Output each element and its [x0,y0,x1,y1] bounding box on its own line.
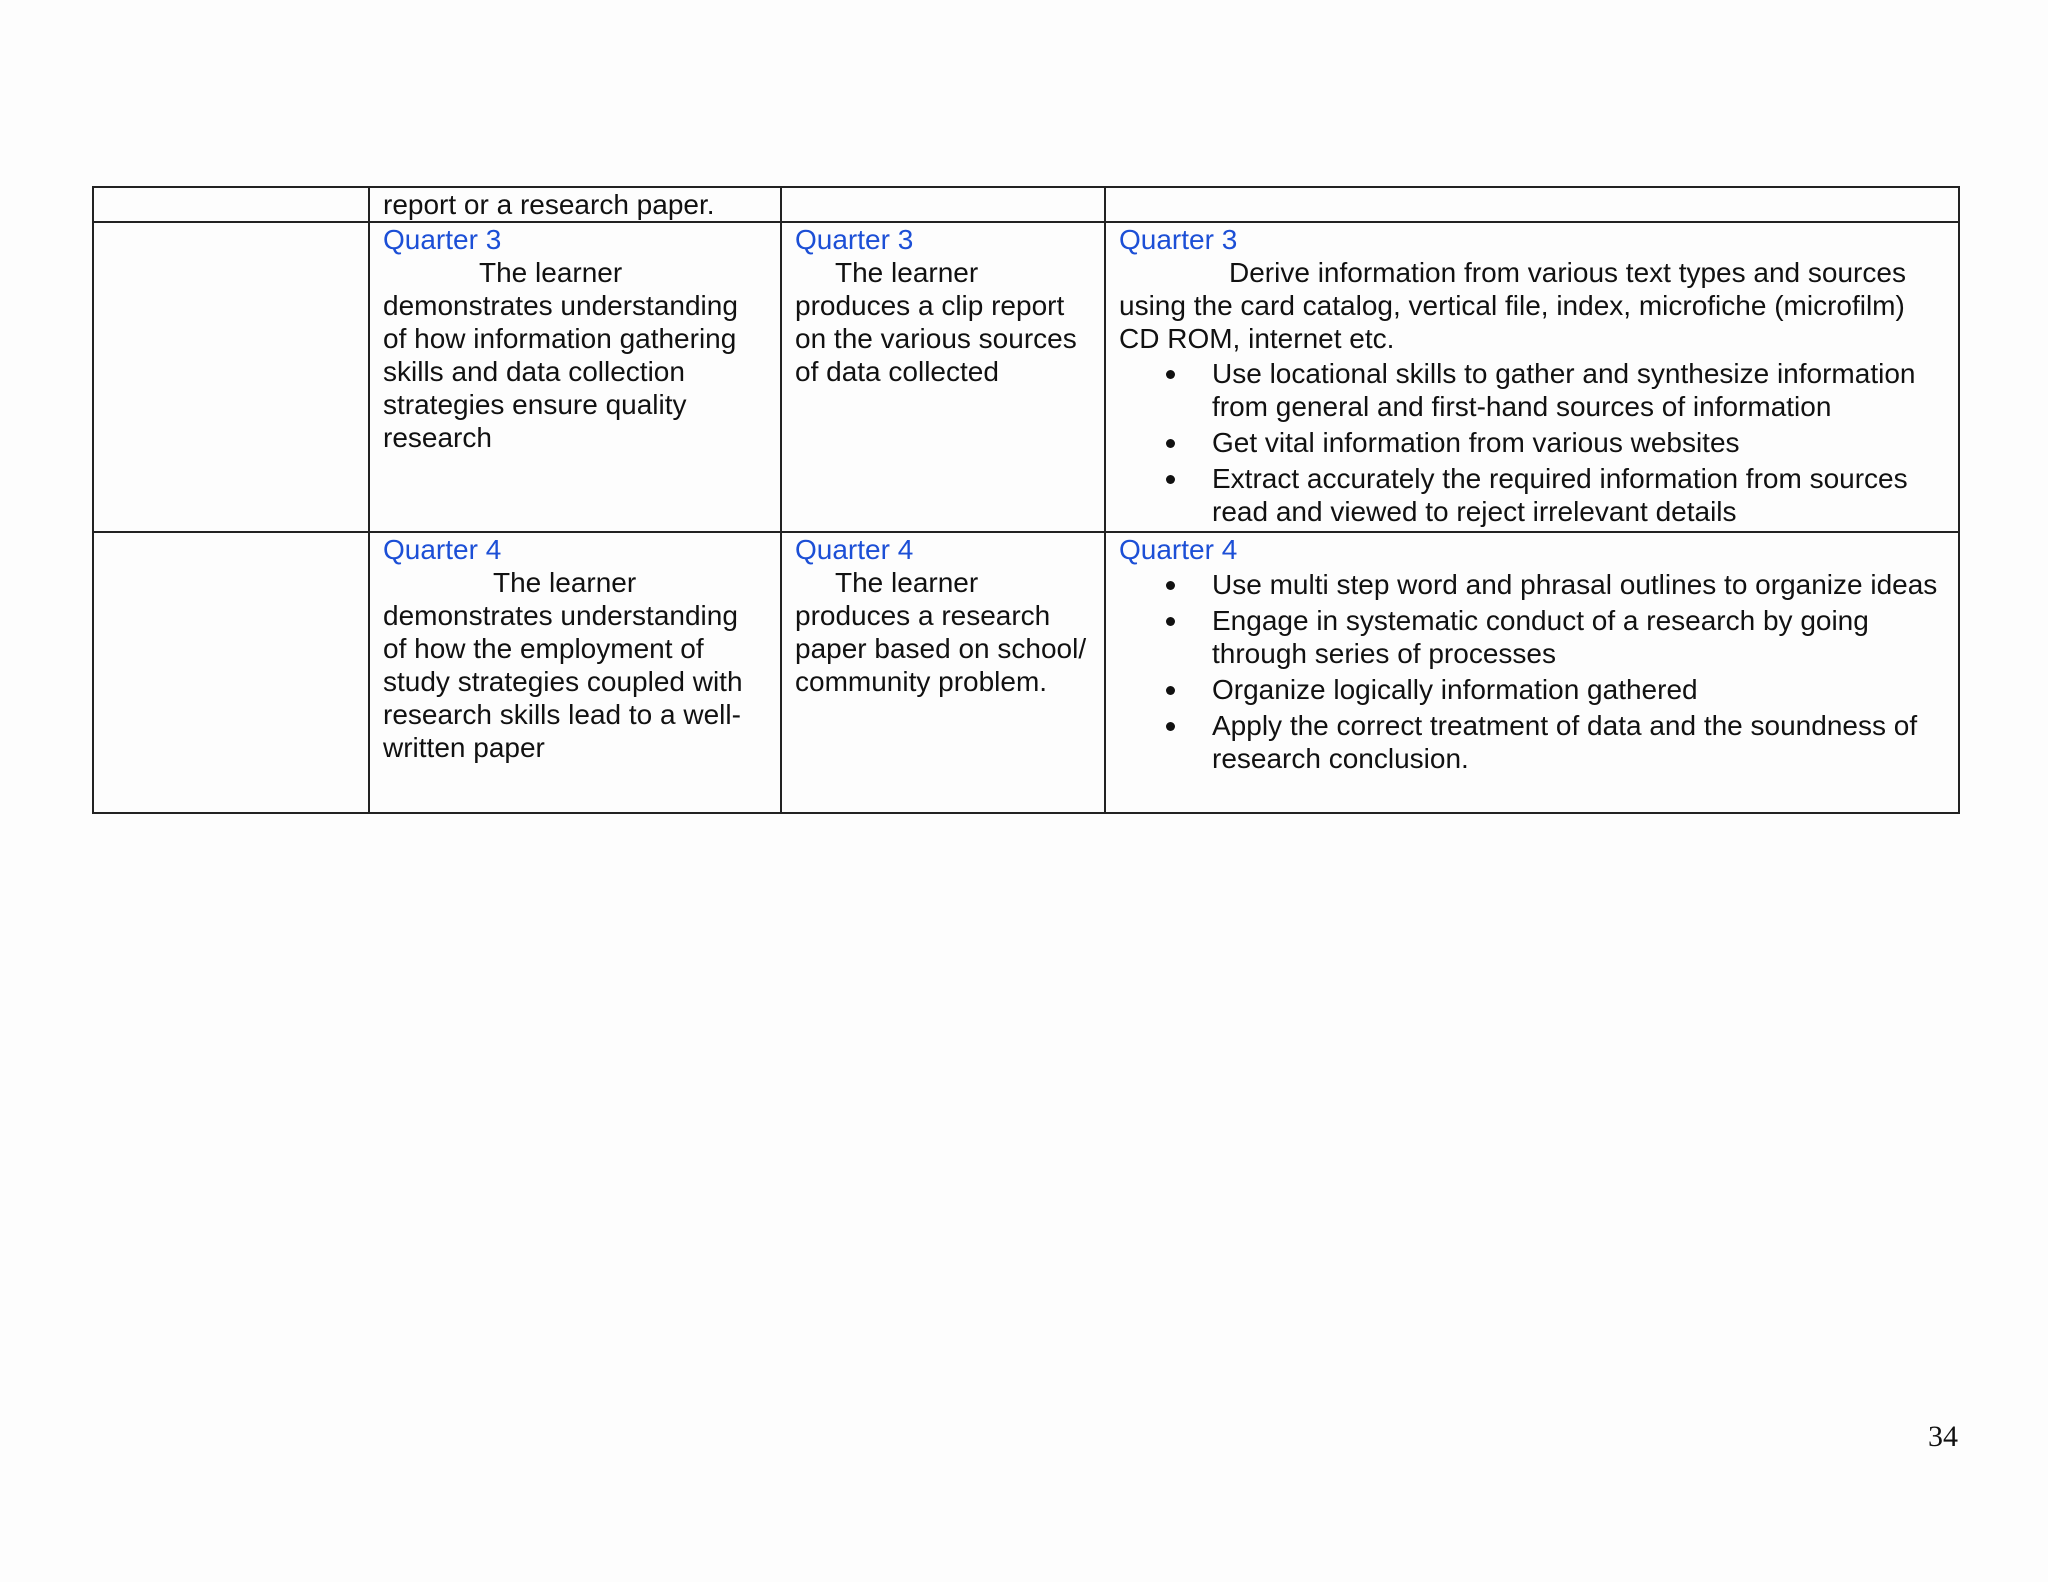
quarter-heading: Quarter 3 [795,224,914,255]
performance-standard-cell [781,187,1105,222]
bullet-icon [1166,439,1175,448]
content-standard-text: The learner demonstrates understanding of how information gathering skills and data collection strategies ensure quality research [383,257,738,453]
list-item-text: Engage in systematic conduct of a research by going through series of processes [1212,605,1869,669]
content-standard-cell [369,187,781,222]
list-item-text: Use locational skills to gather and synthesize information from general and first-hand sources of information [1212,358,1916,422]
list-item [1212,462,1946,528]
grade-cell [93,187,369,222]
performance-standard-cell [781,222,1105,532]
grade-cell [93,222,369,532]
competency-list [1119,357,1946,528]
content-standard-cell [369,532,781,813]
list-item [1212,709,1946,775]
list-item [1212,357,1946,423]
table-row-continuation [93,187,1959,222]
list-item-text: Use multi step word and phrasal outlines to organize ideas [1212,569,1938,600]
list-item [1212,673,1946,706]
competency-intro: Derive information from various text types and sources using the card catalog, vertical file, index, microfiche (microfilm) CD ROM, internet etc. [1119,257,1906,354]
list-item-text: Extract accurately the required information from sources read and viewed to reject irrelevant details [1212,463,1908,527]
competencies-cell [1105,187,1959,222]
list-item [1212,604,1946,670]
bullet-icon [1166,722,1175,731]
curriculum-table [92,186,1960,814]
quarter-heading: Quarter 4 [1119,534,1238,565]
list-item-text: Apply the correct treatment of data and the soundness of research conclusion. [1212,710,1918,774]
bullet-icon [1166,581,1175,590]
bullet-icon [1166,686,1175,695]
quarter-heading: Quarter 4 [795,534,914,565]
quarter-heading: Quarter 3 [1119,224,1238,255]
content-standard-text: The learner demonstrates understanding of how the employment of study strategies coupled with research skills lead to a well-written paper [383,567,743,763]
competencies-cell [1105,532,1959,813]
quarter-heading: Quarter 4 [383,534,502,565]
bullet-icon [1166,475,1175,484]
content-standard-continuation: report or a research paper. [383,189,715,220]
grade-cell [93,532,369,813]
list-item [1212,426,1946,459]
list-item-text: Organize logically information gathered [1212,674,1698,705]
page-number: 34 [1928,1420,1958,1453]
quarter-heading: Quarter 3 [383,224,502,255]
list-item-text: Get vital information from various websites [1212,427,1740,458]
bullet-icon [1166,370,1175,379]
competency-list [1119,568,1946,775]
performance-standard-text: The learner produces a research paper based on school/ community problem. [795,567,1087,697]
performance-standard-text: The learner produces a clip report on the various sources of data collected [795,257,1077,387]
table-row-quarter-4 [93,532,1959,813]
table-row-quarter-3 [93,222,1959,532]
list-item [1212,568,1946,601]
content-standard-cell [369,222,781,532]
bullet-icon [1166,617,1175,626]
competencies-cell [1105,222,1959,532]
performance-standard-cell [781,532,1105,813]
